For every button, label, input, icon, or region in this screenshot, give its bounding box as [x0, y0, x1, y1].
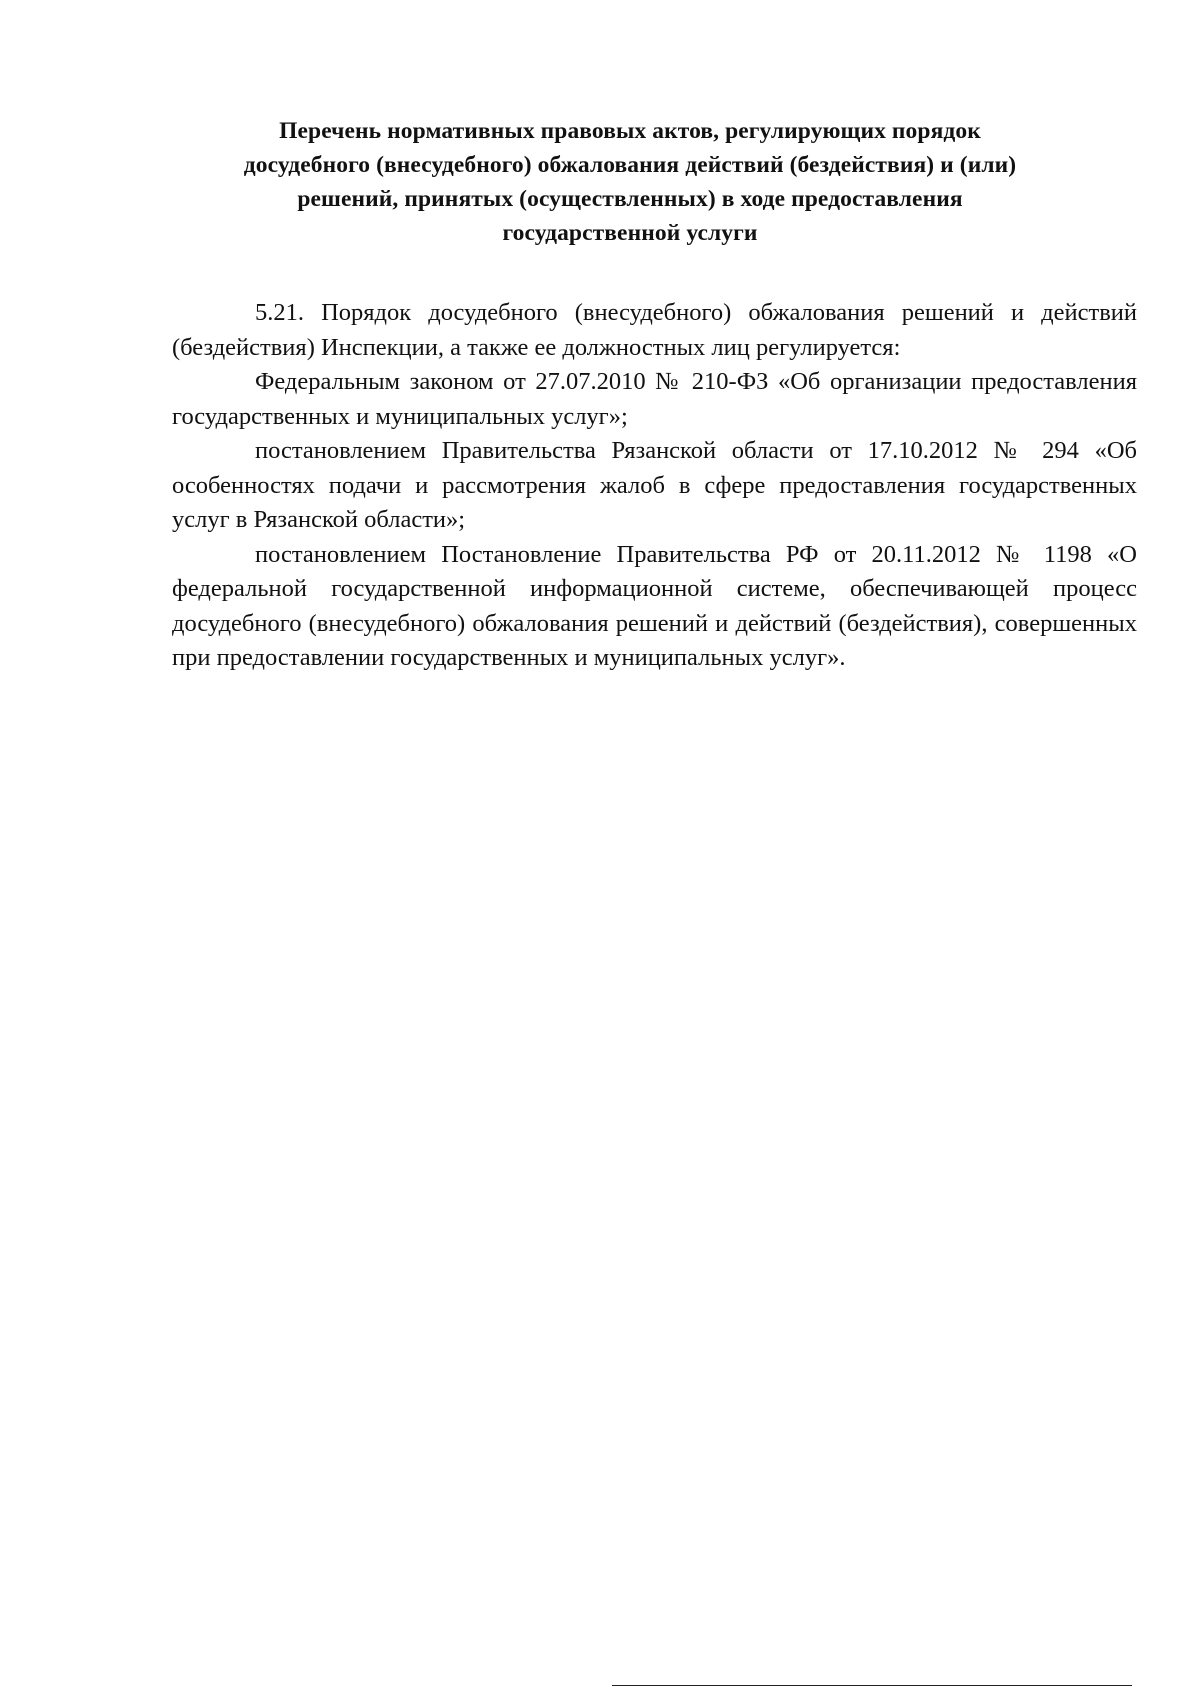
title-line: Перечень нормативных правовых актов, регулирующих порядок [279, 118, 981, 144]
paragraph-federal-law: Федеральным законом от 27.07.2010 № 210-ФЗ «Об организации предоставления государственных и муниципальных услуг»; [172, 368, 1137, 430]
footer-rule [612, 1685, 1132, 1686]
title-line: государственной услуги [502, 220, 758, 246]
paragraph-intro: 5.21. Порядок досудебного (внесудебного) обжалования решений и действий (бездействия) Инспекции, а также ее должностных лиц регулируется: [172, 299, 1137, 361]
title-line: решений, принятых (осуществленных) в ходе предоставления [297, 186, 963, 212]
document-title [160, 114, 1100, 250]
document-body [172, 296, 1137, 676]
paragraph-rf-resolution: постановлением Постановление Правительства РФ от 20.11.2012 № 1198 «О федеральной государственной информационной системе, обеспечивающей процесс досудебного (внесудебного) обжалования решений и действий (бездействия), совершенных при предоставлении государственных и муниципальных услуг». [172, 540, 1137, 671]
title-line: досудебного (внесудебного) обжалования действий (бездействия) и (или) [243, 152, 1017, 178]
paragraph-ryazan-resolution: постановлением Правительства Рязанской области от 17.10.2012 № 294 «Об особенностях подачи и рассмотрения жалоб в сфере предоставления государственных услуг в Рязанской области»; [172, 437, 1137, 533]
